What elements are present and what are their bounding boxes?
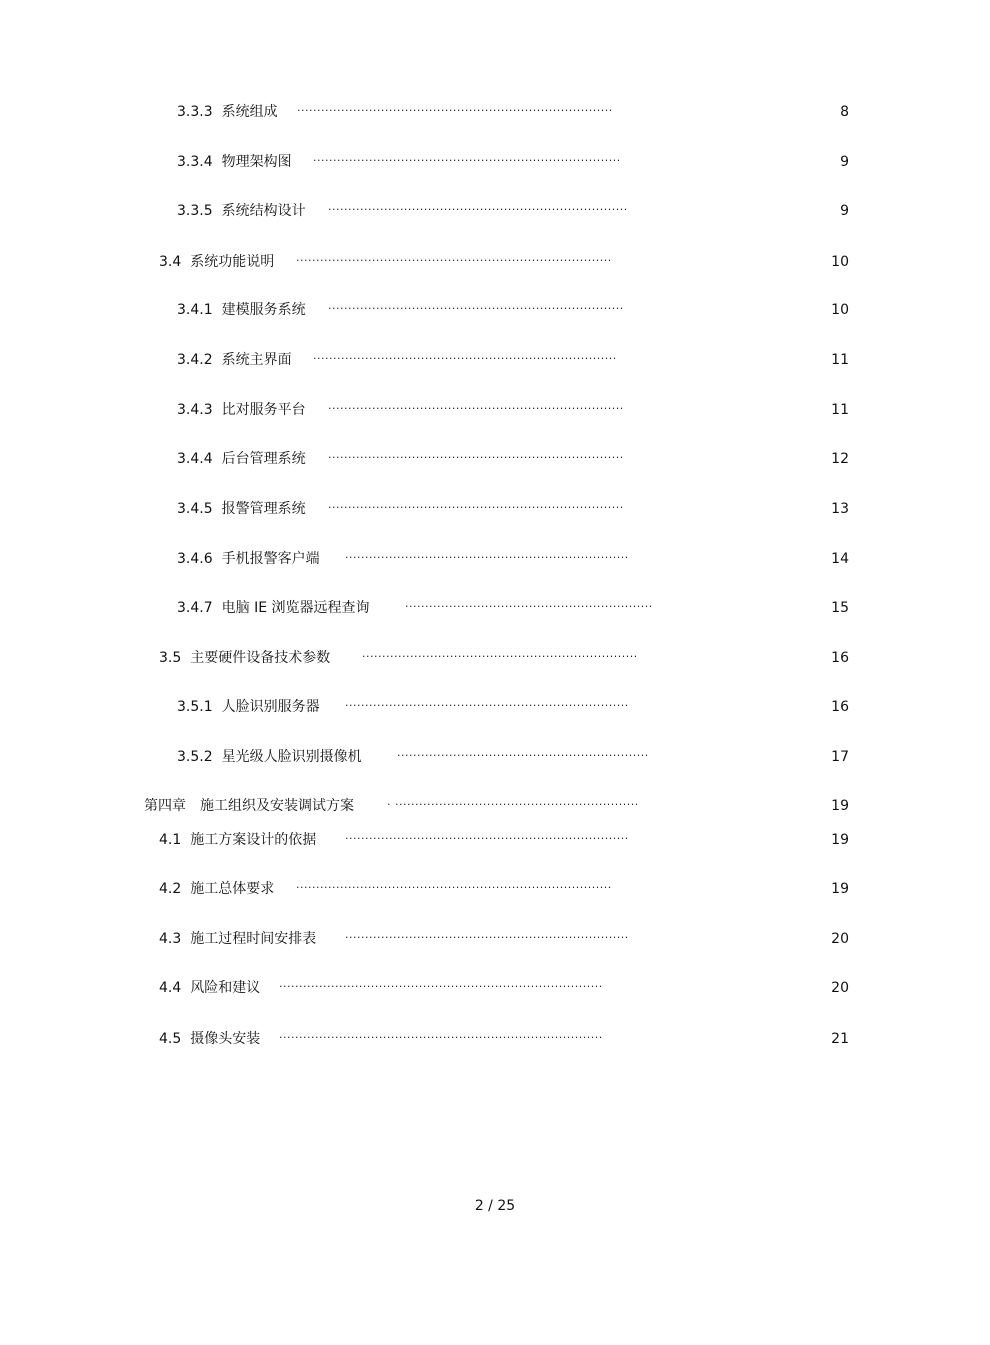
toc-entry-number: 3.4.5 bbox=[177, 501, 213, 517]
toc-entry[interactable] bbox=[177, 400, 849, 420]
toc-leader-dots: ....................................................................... bbox=[345, 928, 629, 941]
toc-entry-title: 报警管理系统 bbox=[221, 501, 306, 517]
toc-leader-dots: ....................................................................... bbox=[345, 548, 629, 561]
toc-entry-title: 物理架构图 bbox=[221, 154, 292, 170]
toc-entry-title: 人脸识别服务器 bbox=[221, 699, 320, 715]
toc-entry[interactable] bbox=[177, 152, 849, 172]
toc-entry-number: 3.3.4 bbox=[177, 154, 213, 170]
toc-entry-page: 10 bbox=[831, 254, 849, 270]
toc-entry-number: 4.2 bbox=[159, 881, 182, 897]
toc-entry-title: 电脑 IE 浏览器远程查询 bbox=[221, 600, 370, 616]
toc-entry-title: 摄像头安装 bbox=[190, 1031, 261, 1047]
toc-leader-dots: ................................................................................. bbox=[279, 977, 603, 990]
toc-entry-title: 施工方案设计的依据 bbox=[190, 832, 317, 848]
toc-entry[interactable] bbox=[159, 648, 849, 668]
toc-leader-dots: .............................................................. bbox=[405, 597, 653, 610]
toc-leader-dots: ............................................................... bbox=[397, 746, 649, 759]
toc-entry[interactable] bbox=[159, 978, 849, 998]
toc-entry-number: 4.5 bbox=[159, 1031, 182, 1047]
toc-entry-title: 手机报警客户端 bbox=[221, 551, 320, 567]
toc-entry[interactable] bbox=[177, 598, 849, 618]
toc-leader-dots: ............................................................................... bbox=[297, 101, 613, 114]
toc-entry[interactable] bbox=[144, 796, 849, 816]
toc-leader-dots: ....................................................................... bbox=[345, 696, 629, 709]
toc-leader-dots: ............................................................................... bbox=[296, 251, 612, 264]
toc-entry-page: 17 bbox=[831, 749, 849, 765]
toc-entry-title: 风险和建议 bbox=[190, 980, 261, 996]
toc-entry-title: 星光级人脸识别摄像机 bbox=[221, 749, 362, 765]
toc-entry[interactable] bbox=[177, 499, 849, 519]
toc-entry-title: 后台管理系统 bbox=[221, 451, 306, 467]
toc-leader-dots: ................................................................................. bbox=[279, 1028, 603, 1041]
toc-entry-number: 4.4 bbox=[159, 980, 182, 996]
toc-entry-number: 3.3.3 bbox=[177, 104, 213, 120]
toc-entry[interactable] bbox=[177, 747, 849, 767]
toc-leader-dots: ....................................................................... bbox=[345, 829, 629, 842]
toc-entry-title: 系统功能说明 bbox=[190, 254, 275, 270]
toc-entry-page: 9 bbox=[840, 154, 849, 170]
toc-entry[interactable] bbox=[177, 350, 849, 370]
toc-entry-page: 20 bbox=[831, 980, 849, 996]
toc-entry-title: 施工总体要求 bbox=[190, 881, 275, 897]
toc-entry[interactable] bbox=[177, 300, 849, 320]
toc-entry-number: 3.4.6 bbox=[177, 551, 213, 567]
toc-entry-title: 主要硬件设备技术参数 bbox=[190, 650, 331, 666]
toc-entry-page: 12 bbox=[831, 451, 849, 467]
toc-entry-page: 10 bbox=[831, 302, 849, 318]
toc-entry-page: 8 bbox=[840, 104, 849, 120]
toc-leader-dots: . ............................................................. bbox=[387, 795, 639, 808]
toc-entry-number: 3.4.4 bbox=[177, 451, 213, 467]
toc-entry-title: 比对服务平台 bbox=[221, 402, 306, 418]
toc-entry-page: 16 bbox=[831, 699, 849, 715]
toc-leader-dots: .......................................................................... bbox=[328, 299, 624, 312]
toc-entry[interactable] bbox=[177, 102, 849, 122]
toc-entry-number: 第四章 bbox=[144, 798, 186, 814]
toc-entry-number: 3.4 bbox=[159, 254, 182, 270]
toc-leader-dots: .......................................................................... bbox=[328, 498, 624, 511]
toc-entry-number: 3.4.2 bbox=[177, 352, 213, 368]
toc-leader-dots: .......................................................................... bbox=[328, 399, 624, 412]
toc-entry-title: 系统主界面 bbox=[221, 352, 292, 368]
toc-entry-number: 3.4.1 bbox=[177, 302, 213, 318]
page-number-footer: 2 / 25 bbox=[474, 1198, 516, 1214]
toc-entry-title: 系统组成 bbox=[221, 104, 278, 120]
toc-entry-page: 16 bbox=[831, 650, 849, 666]
toc-entry-page: 19 bbox=[831, 832, 849, 848]
toc-entry-number: 3.3.5 bbox=[177, 203, 213, 219]
toc-entry-page: 9 bbox=[840, 203, 849, 219]
toc-entry-page: 20 bbox=[831, 931, 849, 947]
toc-entry-number: 3.4.7 bbox=[177, 600, 213, 616]
toc-entry[interactable] bbox=[159, 879, 849, 899]
toc-leader-dots: ............................................................................... bbox=[296, 878, 612, 891]
toc-entry[interactable] bbox=[177, 449, 849, 469]
toc-entry-number: 4.1 bbox=[159, 832, 182, 848]
toc-entry-number: 3.5.1 bbox=[177, 699, 213, 715]
toc-entry-number: 4.3 bbox=[159, 931, 182, 947]
toc-entry-number: 3.4.3 bbox=[177, 402, 213, 418]
toc-entry-page: 14 bbox=[831, 551, 849, 567]
toc-entry-page: 21 bbox=[831, 1031, 849, 1047]
toc-entry[interactable] bbox=[159, 252, 849, 272]
toc-entry-page: 13 bbox=[831, 501, 849, 517]
toc-entry[interactable] bbox=[177, 697, 849, 717]
toc-leader-dots: .......................................................................... bbox=[328, 448, 624, 461]
toc-entry-number: 3.5 bbox=[159, 650, 182, 666]
toc-entry-page: 15 bbox=[831, 600, 849, 616]
toc-entry[interactable] bbox=[159, 1029, 849, 1049]
toc-entry-title: 建模服务系统 bbox=[221, 302, 306, 318]
toc-entry-page: 11 bbox=[831, 402, 849, 418]
toc-entry-title: 施工组织及安装调试方案 bbox=[200, 798, 354, 814]
toc-leader-dots: ............................................................................ bbox=[313, 349, 617, 362]
toc-leader-dots: ..................................................................... bbox=[362, 647, 638, 660]
toc-entry[interactable] bbox=[177, 201, 849, 221]
toc-entry[interactable] bbox=[159, 830, 849, 850]
toc-entry-number: 3.5.2 bbox=[177, 749, 213, 765]
toc-leader-dots: ............................................................................. bbox=[313, 151, 621, 164]
toc-entry-page: 19 bbox=[831, 798, 849, 814]
toc-entry[interactable] bbox=[159, 929, 849, 949]
toc-entry[interactable] bbox=[177, 549, 849, 569]
toc-leader-dots: ........................................................................... bbox=[328, 200, 628, 213]
toc-entry-title: 施工过程时间安排表 bbox=[190, 931, 317, 947]
toc-entry-title: 系统结构设计 bbox=[221, 203, 306, 219]
toc-entry-page: 19 bbox=[831, 881, 849, 897]
toc-entry-page: 11 bbox=[831, 352, 849, 368]
